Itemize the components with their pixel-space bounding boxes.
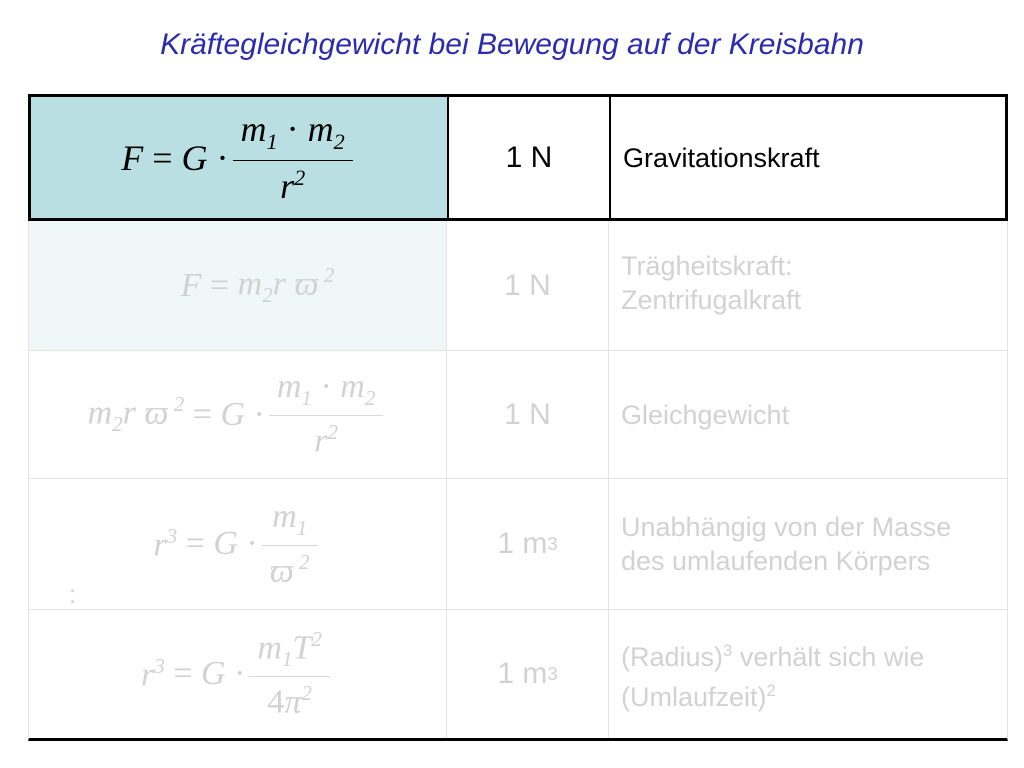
table-row-gleichgewicht xyxy=(28,351,1008,479)
value-cell xyxy=(447,221,609,350)
formula-cell xyxy=(29,610,447,738)
value-text xyxy=(447,610,608,738)
description-cell xyxy=(609,610,1009,738)
desc-rest: verhält sich wie (Umlaufzeit) xyxy=(621,642,925,712)
formula-cell xyxy=(29,221,447,350)
table-row-traegheit xyxy=(28,221,1008,351)
value-text: 1 N xyxy=(504,268,551,302)
description-cell xyxy=(611,97,1011,218)
formula-cell xyxy=(29,351,447,478)
value-cell xyxy=(449,97,611,218)
description-cell xyxy=(609,221,1009,350)
page-title: Kräftegleichgewicht bei Bewegung auf der Kreisbahn xyxy=(160,28,864,61)
description-text: Gleichgewicht xyxy=(621,399,790,430)
formula-cell xyxy=(31,97,449,218)
value-unit: 1 m xyxy=(497,657,548,690)
description-text: Unabhängig von der Masse des umlaufenden Körpers xyxy=(621,512,952,576)
value-exponent: 3 xyxy=(547,663,558,684)
desc-time-exponent: 2 xyxy=(766,681,776,700)
value-unit: 1 m xyxy=(497,527,548,560)
value-text xyxy=(447,479,608,609)
description-cell xyxy=(609,351,1009,478)
value-cell xyxy=(447,351,609,478)
description-text xyxy=(621,610,1001,738)
table-row-kepler xyxy=(28,610,1008,741)
formula-gleichgewicht: $m_2r$ ϖ $^2$ = G · $\frac{m_1 \cdot m_2}{r^2}$ xyxy=(29,351,446,478)
formula-kepler: $r^3$ = G · $\frac{m_1T^2}{4\pi^2}$ xyxy=(29,610,446,738)
formula-gravitation: F = G · $\frac{m_1 \cdot m_2}{r^2}$ xyxy=(31,97,447,218)
formula-radius-cubed: $r^3$ = G · $\frac{m_1}{ϖ ^2}$ xyxy=(29,479,446,609)
formula-table xyxy=(28,94,1008,741)
value-cell xyxy=(447,610,609,738)
side-mark: : xyxy=(69,579,77,609)
formula-zentrifugal: F = $m_2r$ ϖ $^2$ xyxy=(180,262,335,308)
description-text: Trägheitskraft: Zentrifugalkraft xyxy=(621,251,802,315)
desc-radius: (Radius) xyxy=(621,642,724,672)
value-exponent: 3 xyxy=(547,533,558,554)
description-text: Gravitationskraft xyxy=(623,142,820,173)
description-cell xyxy=(609,479,1009,609)
value-text: 1 N xyxy=(504,397,551,431)
desc-radius-exponent: 3 xyxy=(723,641,733,660)
table-row-unabhaengig xyxy=(28,479,1008,610)
formula-cell xyxy=(29,479,447,609)
value-text: 1 N xyxy=(505,140,553,174)
table-row-gravitation xyxy=(28,94,1008,221)
value-cell xyxy=(447,479,609,609)
